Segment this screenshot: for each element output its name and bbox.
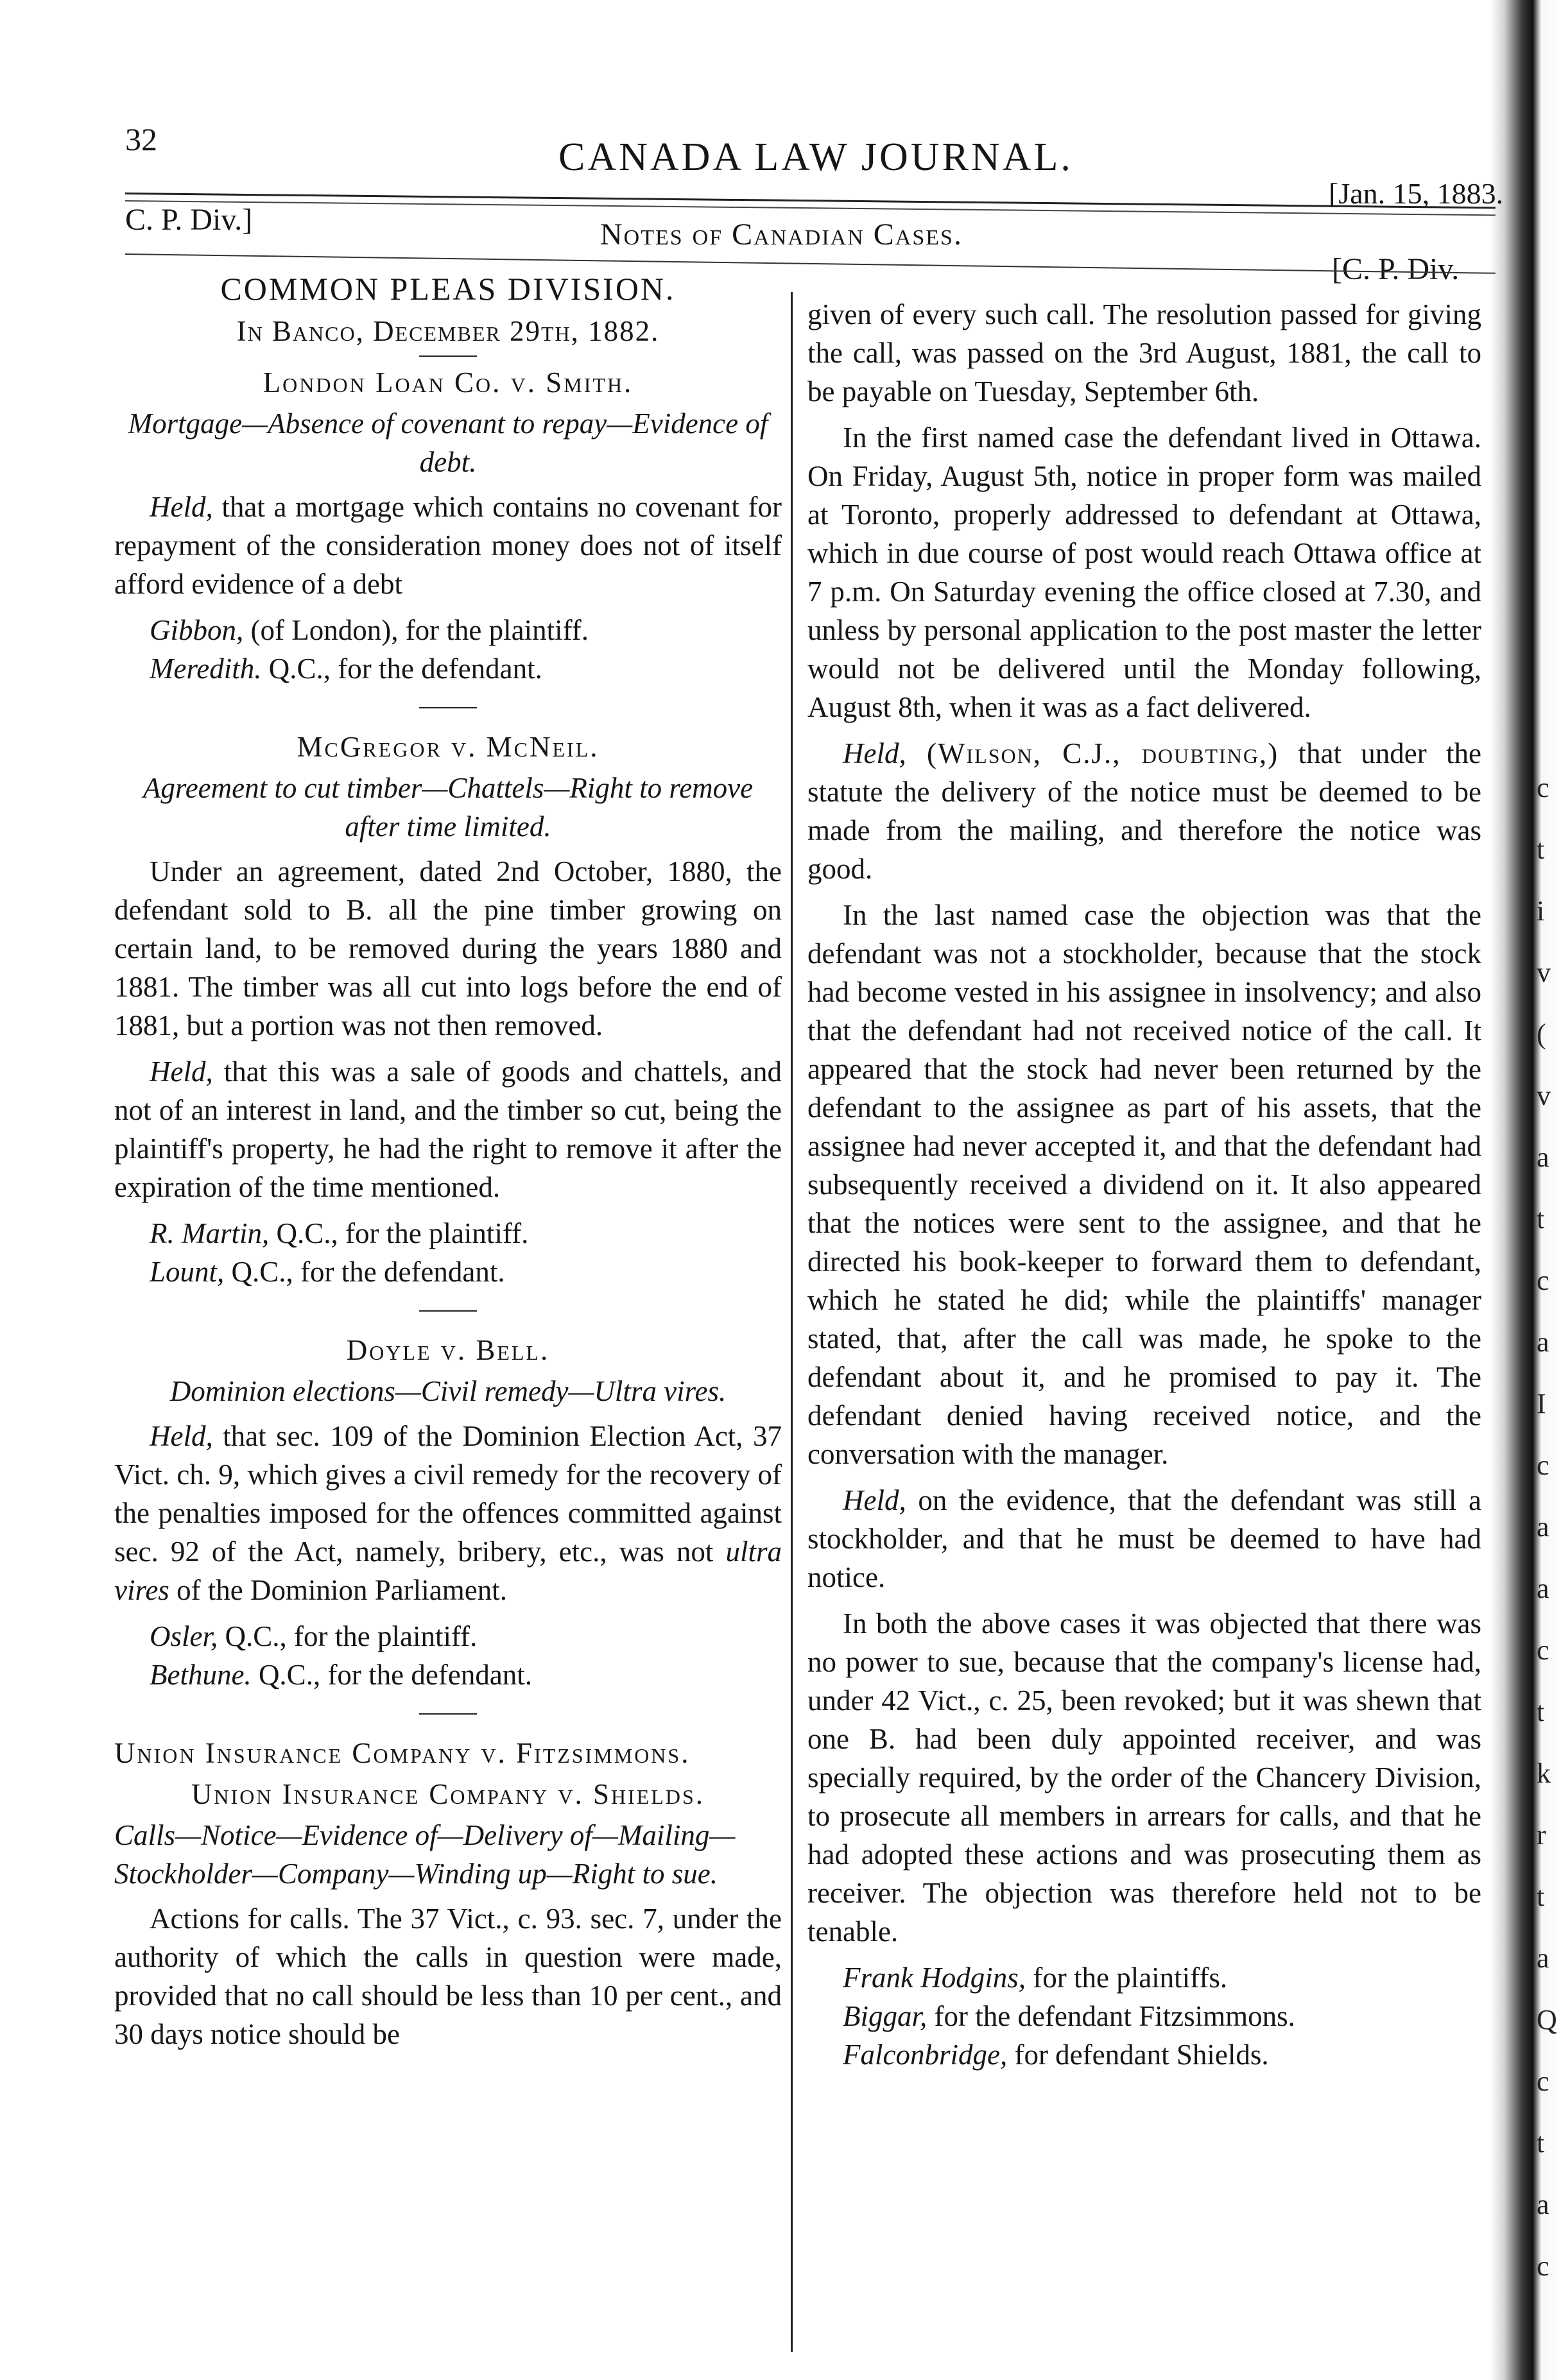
facts-paragraph: Actions for calls. The 37 Vict., c. 93. sec. 7, under the authority of which the calls in question were made, provided that no call should be less than 10 per cent., and 30 days notice should be <box>114 1903 782 2050</box>
counsel-role: (of London), for the plaintiff. <box>243 614 589 646</box>
edge-letter: a <box>1537 1573 1549 1604</box>
edge-letter: v <box>1537 1080 1551 1111</box>
edge-letter: c <box>1537 2250 1549 2282</box>
facts-paragraph: Under an agreement, dated 2nd October, 1880, the defendant sold to B. all the pine timber growing on certain land, to be removed during the years 1880 and 1881. The timber was all cut into logs before the end of 1881, but a portion was not then removed. <box>114 855 782 1041</box>
judge-note: (Wilson, C.J., doubting,) <box>906 737 1279 769</box>
section-heading: Notes of Canadian Cases. <box>600 218 963 252</box>
edge-letter: c <box>1537 772 1549 803</box>
held-label: Held, <box>150 1056 213 1088</box>
case-headnote: Mortgage—Absence of covenant to repay—Evidence of debt. <box>128 407 768 478</box>
counsel-line <box>114 1617 782 1656</box>
edge-letter: t <box>1537 1203 1545 1235</box>
counsel-line <box>807 2035 1481 2074</box>
holding-paragraph <box>807 1481 1481 1597</box>
edge-letter: c <box>1537 2066 1549 2097</box>
edge-letter: ( <box>1537 1018 1546 1050</box>
counsel-role: for the defendant Fitzsimmons. <box>927 2000 1295 2032</box>
case-headnote: Dominion elections—Civil remedy—Ultra vires. <box>169 1375 727 1407</box>
counsel-role: Q.C., for the defendant. <box>261 653 542 685</box>
counsel-name: Lount, <box>150 1256 225 1288</box>
body-paragraph: In both the above cases it was objected that there was no power to sue, because that the company's license had, under 42 Vict., c. 25, been revoked; but it was shewn that one B. had been duly appointed receiver, and was specially required, by the order of the Chancery Division, to prosecute all members in arrears for calls, and that he had adopted these actions and was prosecuting them as receiver. The objection was therefore held not to be tenable. <box>807 1607 1481 1948</box>
edge-letter: t <box>1537 2127 1545 2159</box>
journal-title: CANADA LAW JOURNAL. <box>558 135 1073 179</box>
counsel-role: Q.C., for the defendant. <box>251 1659 533 1691</box>
edge-letter: t <box>1537 834 1545 865</box>
counsel-name: Frank Hodgins, <box>843 1962 1026 1994</box>
counsel-name: Gibbon, <box>150 614 244 646</box>
header-rule <box>125 193 1496 209</box>
case-headnote: Calls—Notice—Evidence of—Delivery of—Mailing—Stockholder—Company—Winding up—Right to sue. <box>114 1819 736 1890</box>
holding-paragraph <box>114 488 782 603</box>
holding-text-end: of the Dominion Parliament. <box>169 1574 507 1606</box>
body-paragraph: In the first named case the defendant lived in Ottawa. On Friday, August 5th, notice in proper form was mailed at Toronto, properly addressed to defendant at Ottawa, which in due course of post would reach Ottawa office at 7 p.m. On Saturday evening the office closed at 7.30, and unless by personal application to the post master the letter would not be delivered until the Monday following, August 8th, when it was as a fact delivered. <box>807 422 1481 723</box>
facing-page-edge-letters <box>1537 757 1556 2297</box>
counsel-line <box>114 649 782 688</box>
body-paragraph: In the last named case the objection was that the defendant was not a stockholder, because that the stock had become vested in his assignee in insolvency; and also that the defendant had not received notice of the call. It appeared that the stock had never been returned by the defendant to the assignee as part of his assets, that the assignee had never accepted it, and that the defendant had subsequently received a dividend on it. It also appeared that the notices were sent to the assignee, and that he directed his book-keeper to forward them to defendant, which he stated he did; while the plaintiffs' manager stated, that, after the call was made, he spoke to the defendant about it, and he promised to pay it. The defendant denied having received notice, and the conversation with the manager. <box>807 899 1481 1470</box>
holding-text: that a mortgage which contains no covenant for repayment of the consideration money does not of itself afford evidence of a debt <box>114 491 782 600</box>
page-number: 32 <box>125 121 157 157</box>
column-divider <box>791 292 793 2352</box>
counsel-name: R. Martin, <box>150 1217 270 1249</box>
holding-paragraph <box>114 1417 782 1609</box>
continued-paragraph: given of every such call. The resolution passed for giving the call, was passed on the 3rd August, 1881, the call to be payable on Tuesday, September 6th. <box>807 298 1481 407</box>
edge-letter: c <box>1537 1634 1549 1666</box>
held-label: Held, <box>843 737 906 769</box>
right-column <box>807 295 1481 2074</box>
counsel-line <box>114 1656 782 1694</box>
counsel-role: Q.C., for the defendant. <box>224 1256 505 1288</box>
division-title: COMMON PLEAS DIVISION. <box>220 271 676 307</box>
counsel-name: Meredith. <box>150 653 262 685</box>
case-title: Union Insurance Company v. Shields. <box>191 1778 705 1810</box>
edge-letter: a <box>1537 1142 1549 1173</box>
left-column <box>114 270 782 2061</box>
case-title: McGregor v. McNeil. <box>297 731 599 763</box>
counsel-name: Falconbridge, <box>843 2039 1008 2071</box>
counsel-role: Q.C., for the plaintiff. <box>269 1217 529 1249</box>
case-title: London Loan Co. v. Smith. <box>263 366 634 398</box>
holding-paragraph <box>807 734 1481 888</box>
counsel-name: Bethune. <box>150 1659 252 1691</box>
edge-letter: c <box>1537 1450 1549 1481</box>
issue-date: [Jan. 15, 1883. <box>1329 177 1504 210</box>
holding-text: that under the statute the delivery of the notice must be deemed to be made from the mailing, and therefore the notice was good. <box>807 737 1481 885</box>
counsel-role: Q.C., for the plaintiff. <box>218 1620 478 1652</box>
counsel-line <box>114 1253 782 1291</box>
division-label-left: C. P. Div.] <box>125 203 253 237</box>
court-date: In Banco, December 29th, 1882. <box>236 315 660 347</box>
edge-letter: i <box>1537 895 1545 927</box>
division-label-right: [C. P. Div. <box>1332 252 1460 286</box>
edge-letter: a <box>1537 1511 1549 1543</box>
edge-letter: a <box>1537 2189 1549 2220</box>
counsel-line <box>807 1958 1481 1997</box>
counsel-line <box>807 1997 1481 2035</box>
edge-letter: k <box>1537 1758 1551 1789</box>
edge-letter: a <box>1537 1326 1549 1358</box>
counsel-role: for the plaintiffs. <box>1026 1962 1228 1994</box>
holding-text: that this was a sale of goods and chattels, and not of an interest in land, and the timber so cut, being the plaintiff's property, he had the right to remove it after the expiration of the time mentioned. <box>114 1056 782 1203</box>
separator-rule <box>419 355 477 357</box>
holding-text: that sec. 109 of the Dominion Election Act, 37 Vict. ch. 9, which gives a civil remedy for the recovery of the penalties imposed for the offences committed against sec. 92 of the Act, namely, bribery, etc., was not <box>114 1420 782 1568</box>
separator-rule <box>419 1713 477 1715</box>
holding-paragraph <box>114 1052 782 1206</box>
edge-letter: I <box>1537 1388 1546 1419</box>
edge-letter: t <box>1537 1696 1545 1727</box>
counsel-name: Biggar, <box>843 2000 927 2032</box>
header-rule-secondary <box>125 200 1496 216</box>
edge-letter: r <box>1537 1819 1546 1851</box>
counsel-role: for defendant Shields. <box>1007 2039 1269 2071</box>
edge-letter: c <box>1537 1265 1549 1296</box>
edge-letter: t <box>1537 1881 1545 1912</box>
counsel-line <box>114 611 782 649</box>
edge-letter: v <box>1537 957 1551 988</box>
separator-rule <box>419 1310 477 1312</box>
held-label: Held, <box>150 1420 213 1452</box>
counsel-line <box>114 1214 782 1253</box>
edge-letter: a <box>1537 1942 1549 1974</box>
counsel-name: Osler, <box>150 1620 218 1652</box>
separator-rule <box>419 707 477 708</box>
case-title: Doyle v. Bell. <box>346 1334 550 1366</box>
edge-letter: Q <box>1537 2004 1557 2035</box>
case-title: Union Insurance Company v. Fitzsimmons. <box>114 1737 691 1769</box>
held-label: Held, <box>843 1484 906 1516</box>
held-label: Held, <box>150 491 213 523</box>
holding-italic: ultra vires <box>114 1536 782 1606</box>
holding-text: on the evidence, that the defendant was still a stockholder, and that he must be deemed to have had notice. <box>807 1484 1481 1593</box>
case-headnote: Agreement to cut timber—Chattels—Right to remove after time limited. <box>142 772 754 843</box>
